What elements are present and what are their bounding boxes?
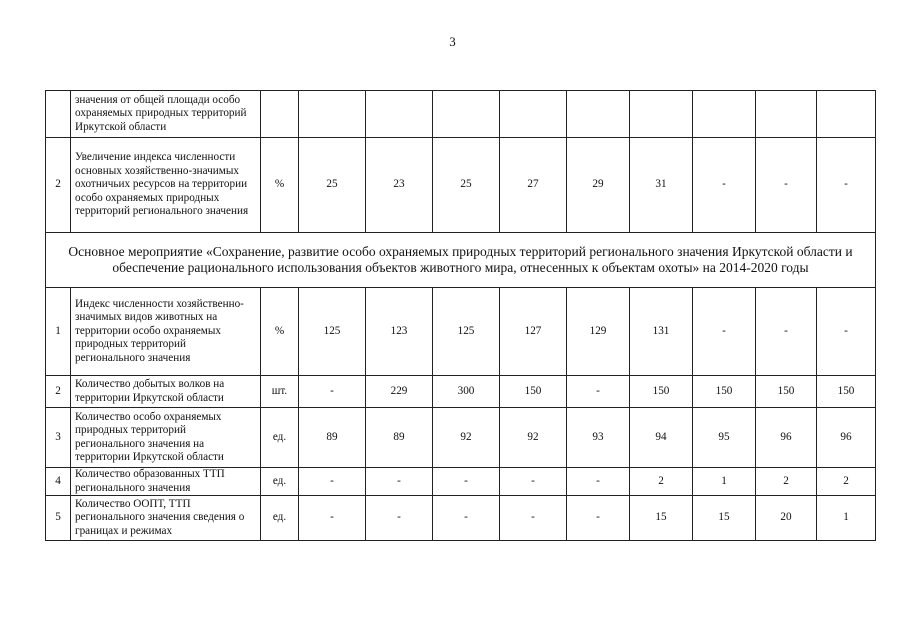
value-cell: 127 (500, 288, 567, 376)
value-cell: - (366, 496, 433, 541)
value-cell: 150 (630, 376, 693, 408)
value-cell: 125 (433, 288, 500, 376)
indicator-name: Увеличение индекса численности основных хозяйственно-значимых охотничьих ресурсов на территории особо охраняемых природных территорий регионального значения (71, 138, 261, 233)
value-cell: 150 (500, 376, 567, 408)
value-cell: 96 (756, 408, 817, 468)
value-cell: - (693, 288, 756, 376)
indicator-name: Количество особо охраняемых природных территорий регионального значения на территории Иркутской области (71, 408, 261, 468)
value-cell: 15 (630, 496, 693, 541)
value-cell: 2 (817, 468, 876, 496)
unit-cell: ед. (261, 468, 299, 496)
value-cell: 92 (500, 408, 567, 468)
row-number: 5 (46, 496, 71, 541)
value-cell: 23 (366, 138, 433, 233)
value-cell: - (433, 496, 500, 541)
value-cell (433, 91, 500, 138)
value-cell: - (567, 376, 630, 408)
value-cell (693, 91, 756, 138)
value-cell: - (817, 138, 876, 233)
unit-cell: ед. (261, 408, 299, 468)
row-number: 3 (46, 408, 71, 468)
value-cell: 89 (299, 408, 366, 468)
value-cell: 94 (630, 408, 693, 468)
value-cell: 131 (630, 288, 693, 376)
indicator-name: значения от общей площади особо охраняемых природных территорий Иркутской области (71, 91, 261, 138)
indicator-name: Количество добытых волков на территории Иркутской области (71, 376, 261, 408)
unit-cell: шт. (261, 376, 299, 408)
table-row (46, 138, 876, 233)
value-cell: 89 (366, 408, 433, 468)
value-cell (567, 91, 630, 138)
indicators-table (45, 90, 876, 541)
value-cell (366, 91, 433, 138)
value-cell (817, 91, 876, 138)
row-number: 1 (46, 288, 71, 376)
value-cell: 25 (433, 138, 500, 233)
value-cell: 300 (433, 376, 500, 408)
value-cell (756, 91, 817, 138)
table-row (46, 376, 876, 408)
value-cell: - (500, 496, 567, 541)
table-row (46, 91, 876, 138)
row-number: 2 (46, 376, 71, 408)
value-cell: 29 (567, 138, 630, 233)
unit-cell: % (261, 138, 299, 233)
value-cell: 92 (433, 408, 500, 468)
value-cell: 1 (817, 496, 876, 541)
value-cell: 25 (299, 138, 366, 233)
indicator-name: Индекс численности хозяйственно-значимых видов животных на территории особо охраняемых природных территорий регионального значения (71, 288, 261, 376)
value-cell: - (433, 468, 500, 496)
unit-cell (261, 91, 299, 138)
section-heading: Основное мероприятие «Сохранение, развитие особо охраняемых природных территорий регионального значения Иркутской области и обеспечение рационального использования объектов животного мира, отнесенных к объектам охоты» на 2014-2020 годы (46, 233, 876, 288)
value-cell: 1 (693, 468, 756, 496)
value-cell: - (299, 376, 366, 408)
value-cell: 123 (366, 288, 433, 376)
indicator-name: Количество ООПТ, ТТП регионального значения сведения о границах и режимах (71, 496, 261, 541)
section-row (46, 233, 876, 288)
value-cell: 150 (756, 376, 817, 408)
value-cell: 95 (693, 408, 756, 468)
value-cell: - (756, 138, 817, 233)
value-cell: 2 (630, 468, 693, 496)
value-cell (299, 91, 366, 138)
value-cell: - (299, 496, 366, 541)
value-cell: 150 (693, 376, 756, 408)
value-cell: 27 (500, 138, 567, 233)
value-cell: - (567, 468, 630, 496)
unit-cell: % (261, 288, 299, 376)
value-cell: 129 (567, 288, 630, 376)
value-cell (500, 91, 567, 138)
value-cell: - (567, 496, 630, 541)
indicator-name: Количество образованных ТТП регионального значения (71, 468, 261, 496)
row-number: 4 (46, 468, 71, 496)
table-row (46, 468, 876, 496)
value-cell: 125 (299, 288, 366, 376)
value-cell: - (299, 468, 366, 496)
value-cell: 20 (756, 496, 817, 541)
value-cell: 2 (756, 468, 817, 496)
value-cell: 31 (630, 138, 693, 233)
value-cell: 96 (817, 408, 876, 468)
value-cell: - (693, 138, 756, 233)
unit-cell: ед. (261, 496, 299, 541)
value-cell: 93 (567, 408, 630, 468)
value-cell: - (817, 288, 876, 376)
value-cell: - (756, 288, 817, 376)
value-cell: - (500, 468, 567, 496)
row-number (46, 91, 71, 138)
value-cell: 15 (693, 496, 756, 541)
page-number: 3 (449, 34, 456, 49)
value-cell: - (366, 468, 433, 496)
table-row (46, 496, 876, 541)
value-cell: 150 (817, 376, 876, 408)
value-cell: 229 (366, 376, 433, 408)
row-number: 2 (46, 138, 71, 233)
table-row (46, 288, 876, 376)
table-row (46, 408, 876, 468)
value-cell (630, 91, 693, 138)
